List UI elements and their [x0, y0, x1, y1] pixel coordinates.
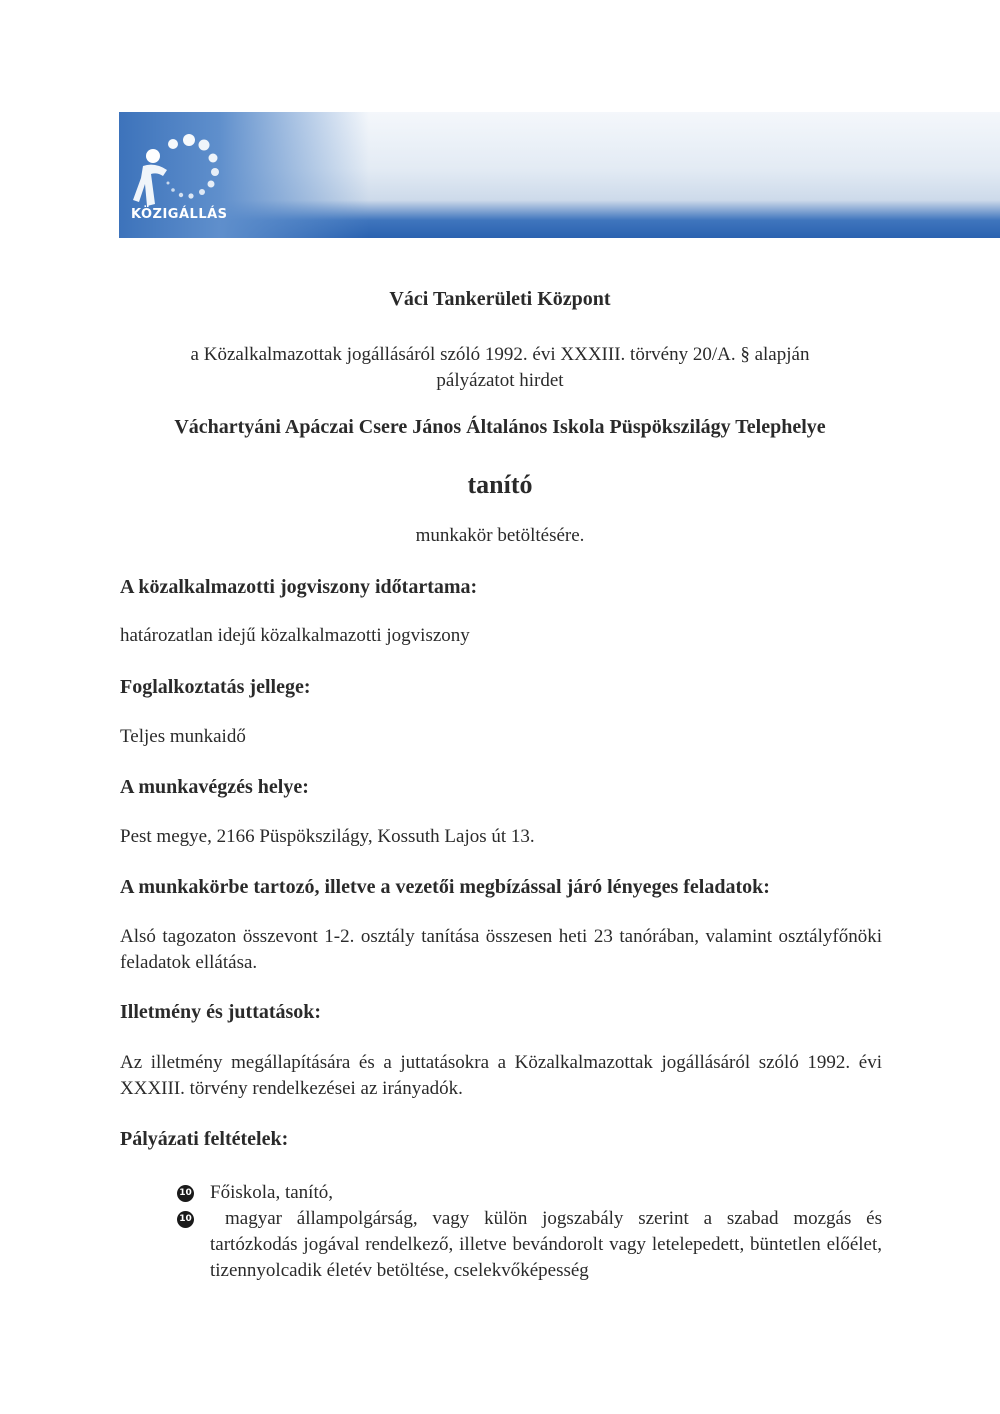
- list-item: [170, 1180, 882, 1206]
- intro-line-2: pályázatot hirdet: [436, 370, 564, 391]
- kozigallas-banner: [119, 112, 1000, 238]
- banner-logo-area: [119, 112, 369, 238]
- workplace-text: Pest megye, 2166 Püspökszilágy, Kossuth Lajos út 13.: [120, 826, 535, 847]
- numbered-bullet-icon: 10: [177, 1211, 194, 1228]
- requirement-text: magyar állampolgárság, vagy külön jogszabály szerint a szabad mozgás és tartózkodás jogával rendelkező, illetve bevándorolt vagy letelepedett, büntetlen előélet, tizennyolcadik életév betöltése, cselekvőképesség: [210, 1208, 882, 1281]
- salary-heading: Illetmény és juttatások:: [120, 1001, 322, 1023]
- intro-text: [0, 342, 1000, 394]
- brand-label: KÖZIGÁLLÁS: [131, 207, 228, 222]
- duties-text: Alsó tagozaton összevont 1-2. osztály tanítása összesen heti 23 tanórában, valamint osztályfőnöki feladatok ellátása.: [120, 926, 882, 973]
- list-item: [170, 1206, 882, 1284]
- page-title: Váci Tankerületi Központ: [389, 288, 611, 310]
- employment-type-text: Teljes munkaidő: [120, 726, 246, 747]
- numbered-bullet-icon: 10: [177, 1185, 194, 1202]
- salary-text: Az illetmény megállapítására és a juttatásokra a Közalkalmazottak jogállásáról szóló 1992. évi XXXIII. törvény rendelkezései az irányadók.: [120, 1052, 882, 1099]
- requirements-list: [170, 1180, 882, 1284]
- position-title: tanító: [467, 470, 533, 499]
- duties-heading: A munkakörbe tartozó, illetve a vezetői megbízással járó lényeges feladatok:: [120, 876, 770, 898]
- requirements-heading: Pályázati feltételek:: [120, 1128, 289, 1150]
- employment-type-heading: Foglalkoztatás jellege:: [120, 676, 311, 698]
- requirement-text: Főiskola, tanító,: [210, 1182, 333, 1203]
- workplace-heading: A munkavégzés helye:: [120, 776, 309, 798]
- duration-text: határozatlan idejű közalkalmazotti jogviszony: [120, 625, 470, 646]
- position-suffix: munkakör betöltésére.: [415, 525, 585, 546]
- intro-line-1: a Közalkalmazottak jogállásáról szóló 1992. évi XXXIII. törvény 20/A. § alapján: [190, 344, 810, 365]
- duration-heading: A közalkalmazotti jogviszony időtartama:: [120, 576, 478, 598]
- school-name: Váchartyáni Apáczai Csere János Általános Iskola Püspökszilágy Telephelye: [174, 416, 826, 438]
